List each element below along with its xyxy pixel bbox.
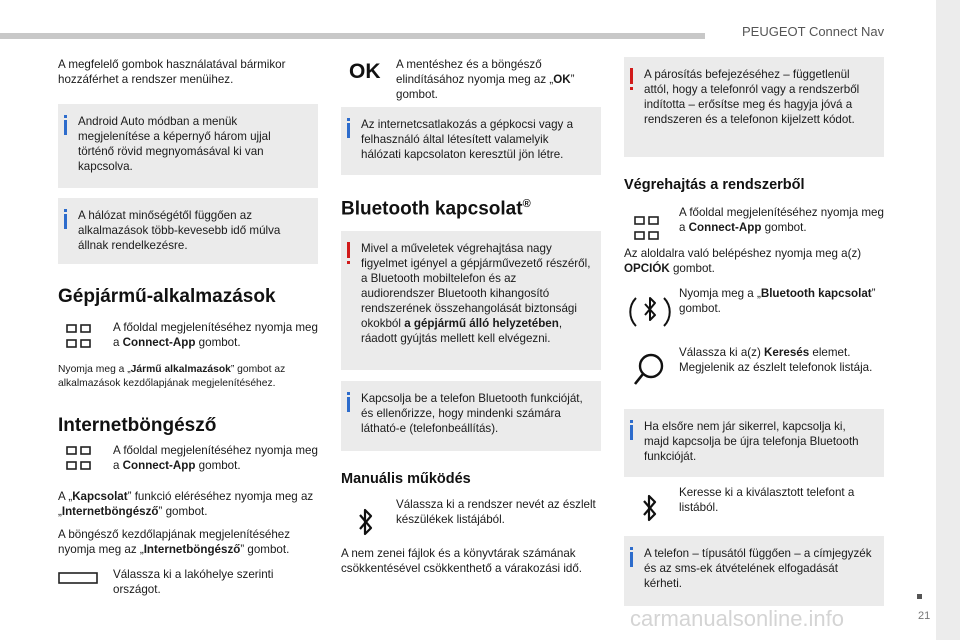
info-icon <box>347 397 350 412</box>
browser-paragraph-1 <box>58 489 320 519</box>
text-run: A böngésző kezdőlapjának megjelenítéséhez nyomja meg az „ <box>58 528 291 556</box>
info-box-android <box>58 104 318 188</box>
header-rule <box>0 33 705 39</box>
text-run-bold: Connect-App <box>122 336 196 349</box>
info-box-retry <box>624 409 884 477</box>
info-icon <box>630 552 633 567</box>
apps-grid-icon <box>66 324 92 350</box>
text-run: gombot. <box>761 221 807 234</box>
page-edge-strip <box>936 0 960 640</box>
info-icon <box>347 123 350 138</box>
input-field-icon <box>58 572 98 584</box>
text-run: A főoldal megjelenítéséhez nyomja meg a <box>113 321 318 349</box>
info-box-phone-bluetooth <box>341 381 601 451</box>
manual-step-text: Válassza ki a rendszer nevét az észlelt készülékek listájából. <box>396 498 596 526</box>
intro-text: A megfelelő gombok használatával bármikor hozzáférhet a rendszer menüihez. <box>58 58 286 86</box>
apps-step-text <box>113 320 318 350</box>
section-title-manual: Manuális működés <box>341 471 471 487</box>
page-marker <box>917 594 922 599</box>
text-run: ” gombot. <box>679 287 876 315</box>
warning-text <box>361 241 591 346</box>
text-run-bold: Connect-App <box>122 459 196 472</box>
text-run-bold: Keresés <box>764 346 810 359</box>
ok-step-text <box>396 57 596 102</box>
system-step-2-text <box>679 286 884 316</box>
section-title-bluetooth <box>341 198 531 220</box>
system-step-1-text <box>679 205 884 235</box>
bluetooth-icon <box>640 492 660 524</box>
system-options-text <box>624 246 886 276</box>
text-run-bold: Internetböngésző <box>143 543 241 556</box>
system-step-4-text: Keresse ki a kiválasztott telefont a listából. <box>679 486 855 514</box>
text-run: ” gombot. <box>158 505 208 518</box>
text-run: Nyomja meg a „ <box>679 287 761 300</box>
browser-step-text <box>113 443 318 473</box>
text-run: , ráadott gyújtás mellett kell elvégezni. <box>361 317 563 345</box>
warning-icon <box>347 242 350 258</box>
info-text: A hálózat minőségétől függően az alkalmazások több-kevesebb idő múlva állnak rendelkezésre. <box>78 209 281 252</box>
text-run: ” gombot az alkalmazások kezdőlapjának megjelenítéséhez. <box>58 364 286 389</box>
info-icon <box>630 425 633 440</box>
section-title-browser: Internetböngésző <box>58 415 217 436</box>
registered-mark: ® <box>522 198 531 210</box>
warning-box-safety <box>341 231 601 370</box>
apps-grid-icon <box>634 216 660 242</box>
country-step-text: Válassza ki a lakóhelye szerinti országot. <box>113 568 274 596</box>
apps-note <box>58 363 320 391</box>
text-run-bold: Internetböngésző <box>61 505 159 518</box>
info-box-phonebook <box>624 536 884 606</box>
info-box-network <box>58 198 318 264</box>
system-step-3-text <box>679 345 884 375</box>
text-run: A mentéshez és a böngésző elindításához nyomja meg az „ <box>396 58 554 86</box>
text-run: gombot. <box>195 459 241 472</box>
text-run-bold: Bluetooth kapcsolat <box>760 287 872 300</box>
text-run: gombot. <box>195 336 241 349</box>
text-run: Nyomja meg a „ <box>58 364 131 375</box>
info-icon <box>64 214 67 229</box>
bluetooth-icon <box>356 506 376 538</box>
warning-icon <box>630 68 633 84</box>
text-run-bold: Jármű alkalmazások <box>130 364 231 375</box>
text-run: Bluetooth kapcsolat <box>341 198 523 220</box>
bluetooth-connection-icon <box>628 290 672 334</box>
page-header-title: PEUGEOT Connect Nav <box>742 24 885 39</box>
info-text: Kapcsolja be a telefon Bluetooth funkcióját, és ellenőrizze, hogy mindenki számára látható-e (telefonbeállítás). <box>361 392 583 435</box>
ok-button-icon: OK <box>349 60 381 83</box>
text-run-bold: OK <box>553 73 571 86</box>
section-title-apps: Gépjármű-alkalmazások <box>58 286 276 307</box>
text-run: A „ <box>58 490 73 503</box>
info-text: Az internetcsatlakozás a gépkocsi vagy a felhasználó által létesített valamelyik hálózati kapcsolaton keresztül jön létre. <box>361 118 574 161</box>
text-run-bold: OPCIÓK <box>624 262 670 275</box>
text-run: elemet. Megjelenik az észlelt telefonok listája. <box>679 346 873 374</box>
text-run-bold: Connect-App <box>688 221 762 234</box>
warning-box-pairing <box>624 57 884 157</box>
text-run: ” funkció eléréséhez nyomja meg az „ <box>58 490 314 518</box>
manual-note: A nem zenei fájlok és a könyvtárak számának csökkentésével csökkenthető a várakozási idő. <box>341 547 583 575</box>
text-run: gombot. <box>669 262 715 275</box>
text-run: Válassza ki a(z) <box>679 346 765 359</box>
text-run-bold: Kapcsolat <box>72 490 128 503</box>
apps-grid-icon <box>66 446 92 472</box>
watermark: carmanualsonline.info <box>630 606 845 631</box>
info-text: Android Auto módban a menük megjelenítése a képernyő három ujjal történő rövid megnyomásával ki van kapcsolva. <box>78 115 271 173</box>
info-text: A telefon – típusától függően – a címjegyzék és az sms-ek átvételének elfogadását kérheti. <box>644 547 872 590</box>
info-icon <box>64 120 67 135</box>
text-run: ” gombot. <box>396 73 575 101</box>
browser-paragraph-2 <box>58 527 320 557</box>
search-icon <box>632 352 666 388</box>
text-run: ” gombot. <box>240 543 290 556</box>
text-run: A főoldal megjelenítéséhez nyomja meg a <box>113 444 318 472</box>
text-run: Az aloldalra való belépéshez nyomja meg a(z) <box>624 247 862 260</box>
info-text: Ha elsőre nem jár sikerrel, kapcsolja ki, majd kapcsolja be újra telefonja Bluetooth funkcióját. <box>644 420 859 463</box>
text-run-bold: a gépjármű álló helyzetében <box>404 317 559 330</box>
section-title-system: Végrehajtás a rendszerből <box>624 177 805 193</box>
info-box-connection <box>341 107 601 175</box>
text-run: Mivel a műveletek végrehajtása nagy figyelmet igényel a gépjárművezető részéről, a Bluetooth mobiltelefon és az audiorendszer Bluetooth kihangosító rendszerének összehangolását biztonsági okokból <box>361 242 591 330</box>
warning-text: A párosítás befejezéséhez – függetlenül attól, hogy a telefonról vagy a rendszerből indította – erősítse meg és hagyja jóvá a rendszeren és a telefonon kijelzett kódot. <box>644 68 860 126</box>
text-run: A főoldal megjelenítéséhez nyomja meg a <box>679 206 884 234</box>
page-number: 21 <box>918 610 931 622</box>
